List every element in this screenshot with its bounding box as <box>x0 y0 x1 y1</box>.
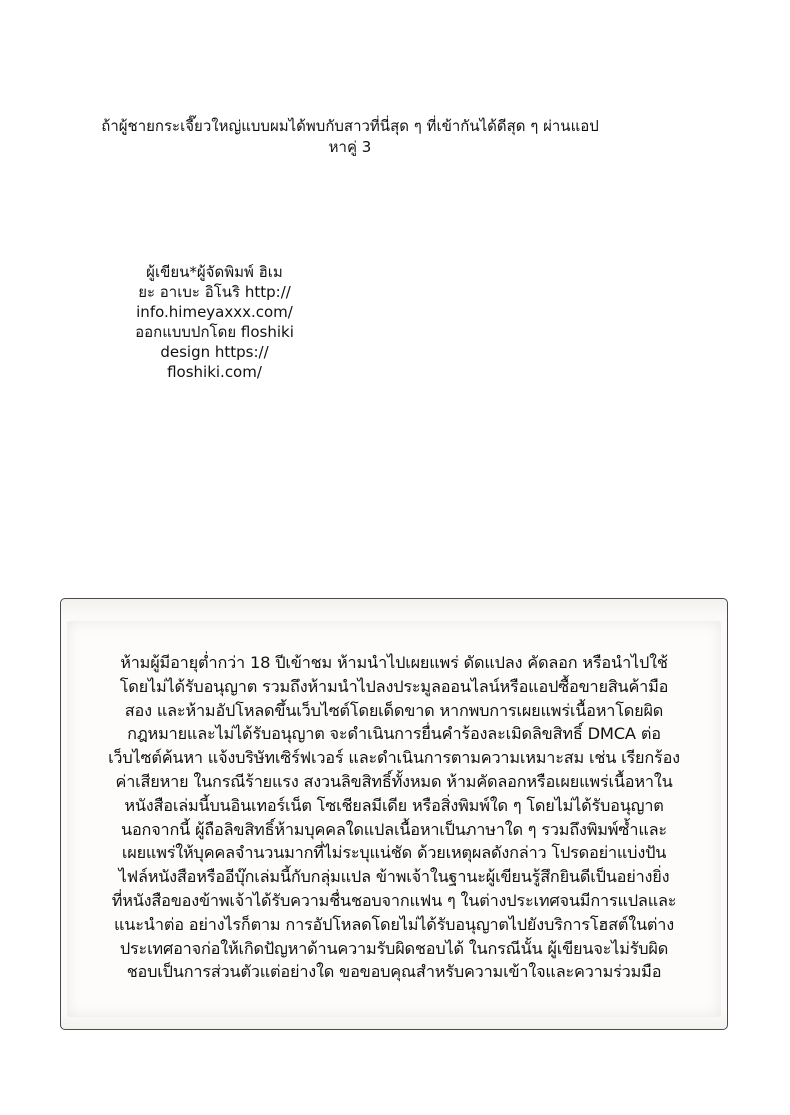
copyright-notice-box <box>60 598 728 1030</box>
chapter-title: ถ้าผู้ชายกระเจี๊ยวใหญ่แบบผมได้พบกับสาวที่นี่สุด ๆ ที่เข้ากันได้ดีสุด ๆ ผ่านแอป หาคู่ 3 <box>101 117 599 156</box>
author-publisher-credits: ผู้เขียน*ผู้จัดพิมพ์ ฮิเม ยะ อาเบะ อิโนริ http:// info.himeyaxxx.com/ ออกแบบปกโดย floshiki design https:// floshiki.com/ <box>135 263 294 381</box>
copyright-notice-text: ห้ามผู้มีอายุต่ำกว่า 18 ปีเข้าชม ห้ามนำไปเผยแพร่ ดัดแปลง คัดลอก หรือนำไปใช้ โดยไม่ได้รับอนุญาต รวมถึงห้ามนำไปลงประมูลออนไลน์หรือแอปซื้อขายสินค้ามือ สอง และห้ามอัปโหลดขึ้นเว็บไซต์โดยเด็ดขาด หากพบการเผยแพร่เนื้อหาโดยผิด กฎหมายและไม่ได้รับอนุญาต จะดำเนินการยื่นคำร้องละเมิดลิขสิทธิ์ DMCA ต่อ เว็บไซต์ค้นหา แจ้งบริษัทเซิร์ฟเวอร์ และดำเนินการตามความเหมาะสม เช่น เรียกร้อง ค่าเสียหาย ในกรณีร้ายแรง สงวนลิขสิทธิ์ทั้งหมด ห้ามคัดลอกหรือเผยแพร่เนื้อหาใน หนังสือเล่มนี้บนอินเทอร์เน็ต โซเชียลมีเดีย หรือสิ่งพิมพ์ใด ๆ โดยไม่ได้รับอนุญาต นอกจากนี้ ผู้ถือลิขสิทธิ์ห้ามบุคคลใดแปลเนื้อหาเป็นภาษาใด ๆ รวมถึงพิมพ์ซ้ำและ เผยแพร่ให้บุคคลจำนวนมากที่ไม่ระบุแน่ชัด ด้วยเหตุผลดังกล่าว โปรดอย่าแบ่งปัน ไฟล์หนังสือหรืออีบุ๊กเล่มนี้กับกลุ่มแปล ข้าพเจ้าในฐานะผู้เขียนรู้สึกยินดีเป็นอย่างยิ่ง ที่หนังสือของข้าพเจ้าได้รับความชื่นชอบจากแฟน ๆ ในต่างประเทศจนมีการแปลและ แนะนำต่อ อย่างไรก็ตาม การอัปโหลดโดยไม่ได้รับอนุญาตไปยังบริการโฮสต์ในต่าง ประเทศอาจก่อให้เกิดปัญหาด้านความรับผิดชอบได้ ในกรณีนั้น ผู้เขียนจะไม่รับผิด ชอบเป็นการส่วนตัวแต่อย่างใด ขอขอบคุณสำหรับความเข้าใจและความร่วมมือ <box>108 653 680 982</box>
